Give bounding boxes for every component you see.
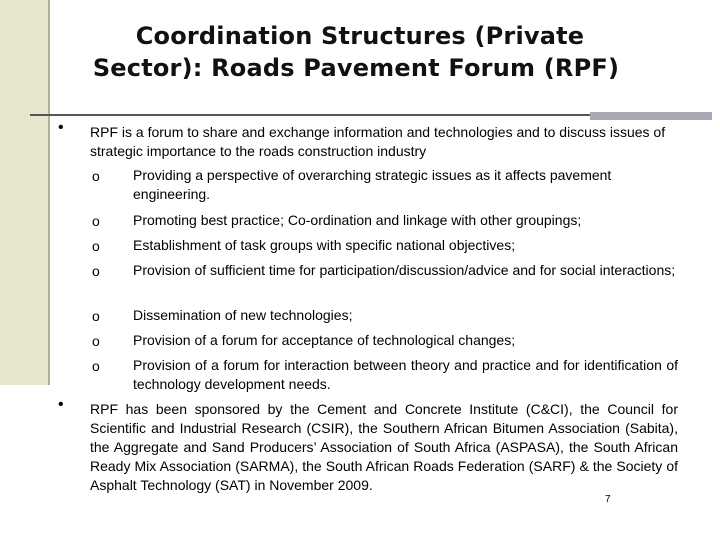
title-line-1: Coordination Structures (Private [135,22,585,50]
slide-title [0,20,720,84]
sub-item-6: Provision of a forum for acceptance of technological changes; [133,332,516,348]
sub-marker: o [92,238,100,254]
bullet-marker-1: • [58,119,64,136]
title-divider [30,114,590,116]
page-number: 7 [605,494,611,505]
title-divider-accent [590,112,712,120]
sub-marker: o [92,308,100,324]
sub-marker: o [92,333,100,349]
sub-item-1: Providing a perspective of overarching strategic issues as it affects pavement engineering. [133,167,612,202]
bullet-text-1: RPF is a forum to share and exchange information and technologies and to discuss issues of strategic importance to the roads construction industry [90,124,666,159]
sub-item-4: Provision of sufficient time for participation/discussion/advice and for social interactions; [133,262,676,278]
sub-item-5: Dissemination of new technologies; [133,307,353,323]
sub-item-3: Establishment of task groups with specific national objectives; [133,237,516,253]
sub-marker: o [92,168,100,184]
bullet-text-2: RPF has been sponsored by the Cement and Concrete Institute (C&CI), the Council for Scientific and Industrial Research (CSIR), the Southern African Bitumen Association (Sabita), the Aggregate and Sand Producers’ Association of South Africa (ASPASA), the South African Ready Mix Association (SARMA), the South African Roads Federation (SARF) & the Society of Asphalt Technology (SAT) in November 2009. [90,401,678,493]
sub-marker: o [92,263,100,279]
title-line-2: Sector): Roads Pavement Forum (RPF) [92,54,620,82]
bullet-marker-2: • [58,396,64,413]
sub-item-2: Promoting best practice; Co-ordination and linkage with other groupings; [133,212,582,228]
sub-marker: o [92,213,100,229]
sub-item-7: Provision of a forum for interaction between theory and practice and for identification of technology development needs. [133,357,678,392]
sub-marker: o [92,358,100,374]
